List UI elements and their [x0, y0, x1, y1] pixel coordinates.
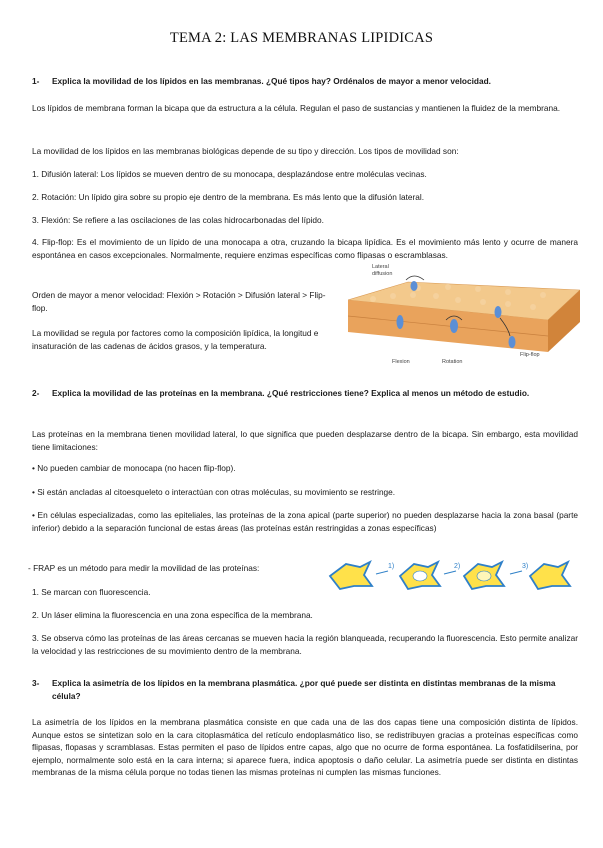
q1-paragraph-1: Los lípidos de membrana forman la bicapa que da estructura a la célula. Regulan el paso de sustancias y mantienen la fluidez de la membrana.: [32, 103, 561, 113]
page-title: TEMA 2: LAS MEMBRANAS LIPIDICAS: [169, 30, 434, 46]
frap-cell-2: [464, 562, 504, 589]
frap-step-3-label: 3): [522, 563, 529, 570]
figure-label-lateral: Lateral: [372, 264, 389, 270]
flexing-lipid: [397, 315, 404, 329]
figure-label-flipflop: Flip-flop: [520, 352, 540, 358]
frap-cell-1: [400, 562, 440, 589]
restriction-bullet-1: • No pueden cambiar de monocapa (no hacen flip-flop).: [32, 463, 236, 473]
question-3-number: 3-: [32, 678, 40, 688]
frap-step-2: 2. Un láser elimina la fluorescencia en una zona específica de la membrana.: [32, 610, 313, 620]
mobility-regulation: La movilidad se regula por factores como la composición lipídica, la longitud e insaturación de las cadenas de ácidos grasos, y la temperatura.: [32, 328, 319, 351]
question-3: Explica la asimetría de los lípidos en la membrana plasmática. ¿por qué puede ser distinta en distintas membranas de la misma célula?: [52, 678, 556, 701]
question-2: Explica la movilidad de las proteínas en la membrana. ¿Qué restricciones tiene? Explica al menos un método de estudio.: [52, 388, 530, 398]
frap-intro: - FRAP es un método para medir la movilidad de las proteínas:: [28, 563, 260, 573]
restriction-bullet-3: • En células especializadas, como las epiteliales, las proteínas de la zona apical (parte superior) no pueden desplazarse hacia la zona basal (parte inferior) debido a la separación funcional de estas áreas (las proteínas están restringidas a zonas específicas): [32, 510, 578, 533]
rotating-lipid: [450, 319, 458, 333]
question-1: Explica la movilidad de los lípidos en las membranas. ¿Qué tipos hay? Ordénalos de mayor a menor velocidad.: [52, 76, 491, 86]
frap-step-1-label: 1): [388, 563, 395, 570]
lateral-diffusion-lipid: [411, 281, 418, 291]
question-2-number: 2-: [32, 388, 40, 398]
mobility-item-rotation: 2. Rotación: Un lípido gira sobre su propio eje dentro de la membrana. Es más lento que la difusión lateral.: [32, 192, 425, 202]
figure-label-rotation: Rotation: [442, 359, 463, 365]
mobility-item-flipflop: 4. Flip-flop: Es el movimiento de un lípido de una monocapa a otra, cruzando la bicapa lipídica. Es el movimiento más lento y ocurre de manera espontánea en casos excepcionales. Normalmente, requiere enzimas específicas como flipasas o escramblasas.: [32, 237, 578, 260]
frap-cell-0: [330, 562, 372, 589]
q3-paragraph-1: La asimetría de los lípidos en la membrana plasmática consiste en que cada una de las dos capas tiene una composición distinta de lípidos. Aunque estos se sintetizan solo en la cara citoplasmática del retículo endoplasmático liso, se redistribuyen gracias a proteínas específicas como flipasas, flopasas y scramblasas. Estas permiten el paso de lípidos entre capas, algo que no ocurre de forma espontánea. La fosfatidilserina, por ejemplo, normalmente solo está en la cara interna; si aparece fuera, indica apoptosis o daño celular. La asimetría puede ser distinta en distintas membranas de la misma célula porque no todas tienen las mismas proteínas ni cumplen las mismas funciones.: [32, 717, 578, 777]
frap-step-1: 1. Se marcan con fluorescencia.: [32, 587, 151, 597]
q1-paragraph-2: La movilidad de los lípidos en las membranas biológicas depende de su tipo y dirección. Los tipos de movilidad son:: [32, 146, 459, 156]
figure-label-diffusion: diffusion: [372, 271, 393, 277]
speed-order: Orden de mayor a menor velocidad: Flexión > Rotación > Difusión lateral > Flip-flop.: [32, 290, 326, 313]
q2-paragraph-1: Las proteínas en la membrana tienen movilidad lateral, lo que significa que pueden desplazarse dentro de la bicapa. Sin embargo, esta movilidad tiene limitaciones:: [32, 429, 578, 452]
frap-step-2-label: 2): [454, 563, 461, 570]
flipflop-lipid-top: [495, 306, 502, 318]
frap-step-3: 3. Se observa cómo las proteínas de las áreas cercanas se mueven hacia la región blanqueada, recuperando la fluorescencia. Esto permite analizar la velocidad y las restricciones de su movimiento dentro de la membrana.: [32, 633, 578, 656]
question-1-number: 1-: [32, 76, 40, 86]
frap-cell-3: [530, 562, 570, 589]
membrane-lipid-mobility-figure: [348, 262, 580, 370]
figure-label-flexion: Flexion: [392, 359, 410, 365]
mobility-item-lateral: 1. Difusión lateral: Los lípidos se mueven dentro de su monocapa, desplazándose entre moléculas vecinas.: [32, 169, 427, 179]
flipflop-lipid-bottom: [509, 336, 516, 348]
mobility-item-flexion: 3. Flexión: Se refiere a las oscilaciones de las colas hidrocarbonadas del lípido.: [32, 215, 324, 225]
restriction-bullet-2: • Si están ancladas al citoesqueleto o interactúan con otras moléculas, su movimiento se restringe.: [32, 487, 396, 497]
